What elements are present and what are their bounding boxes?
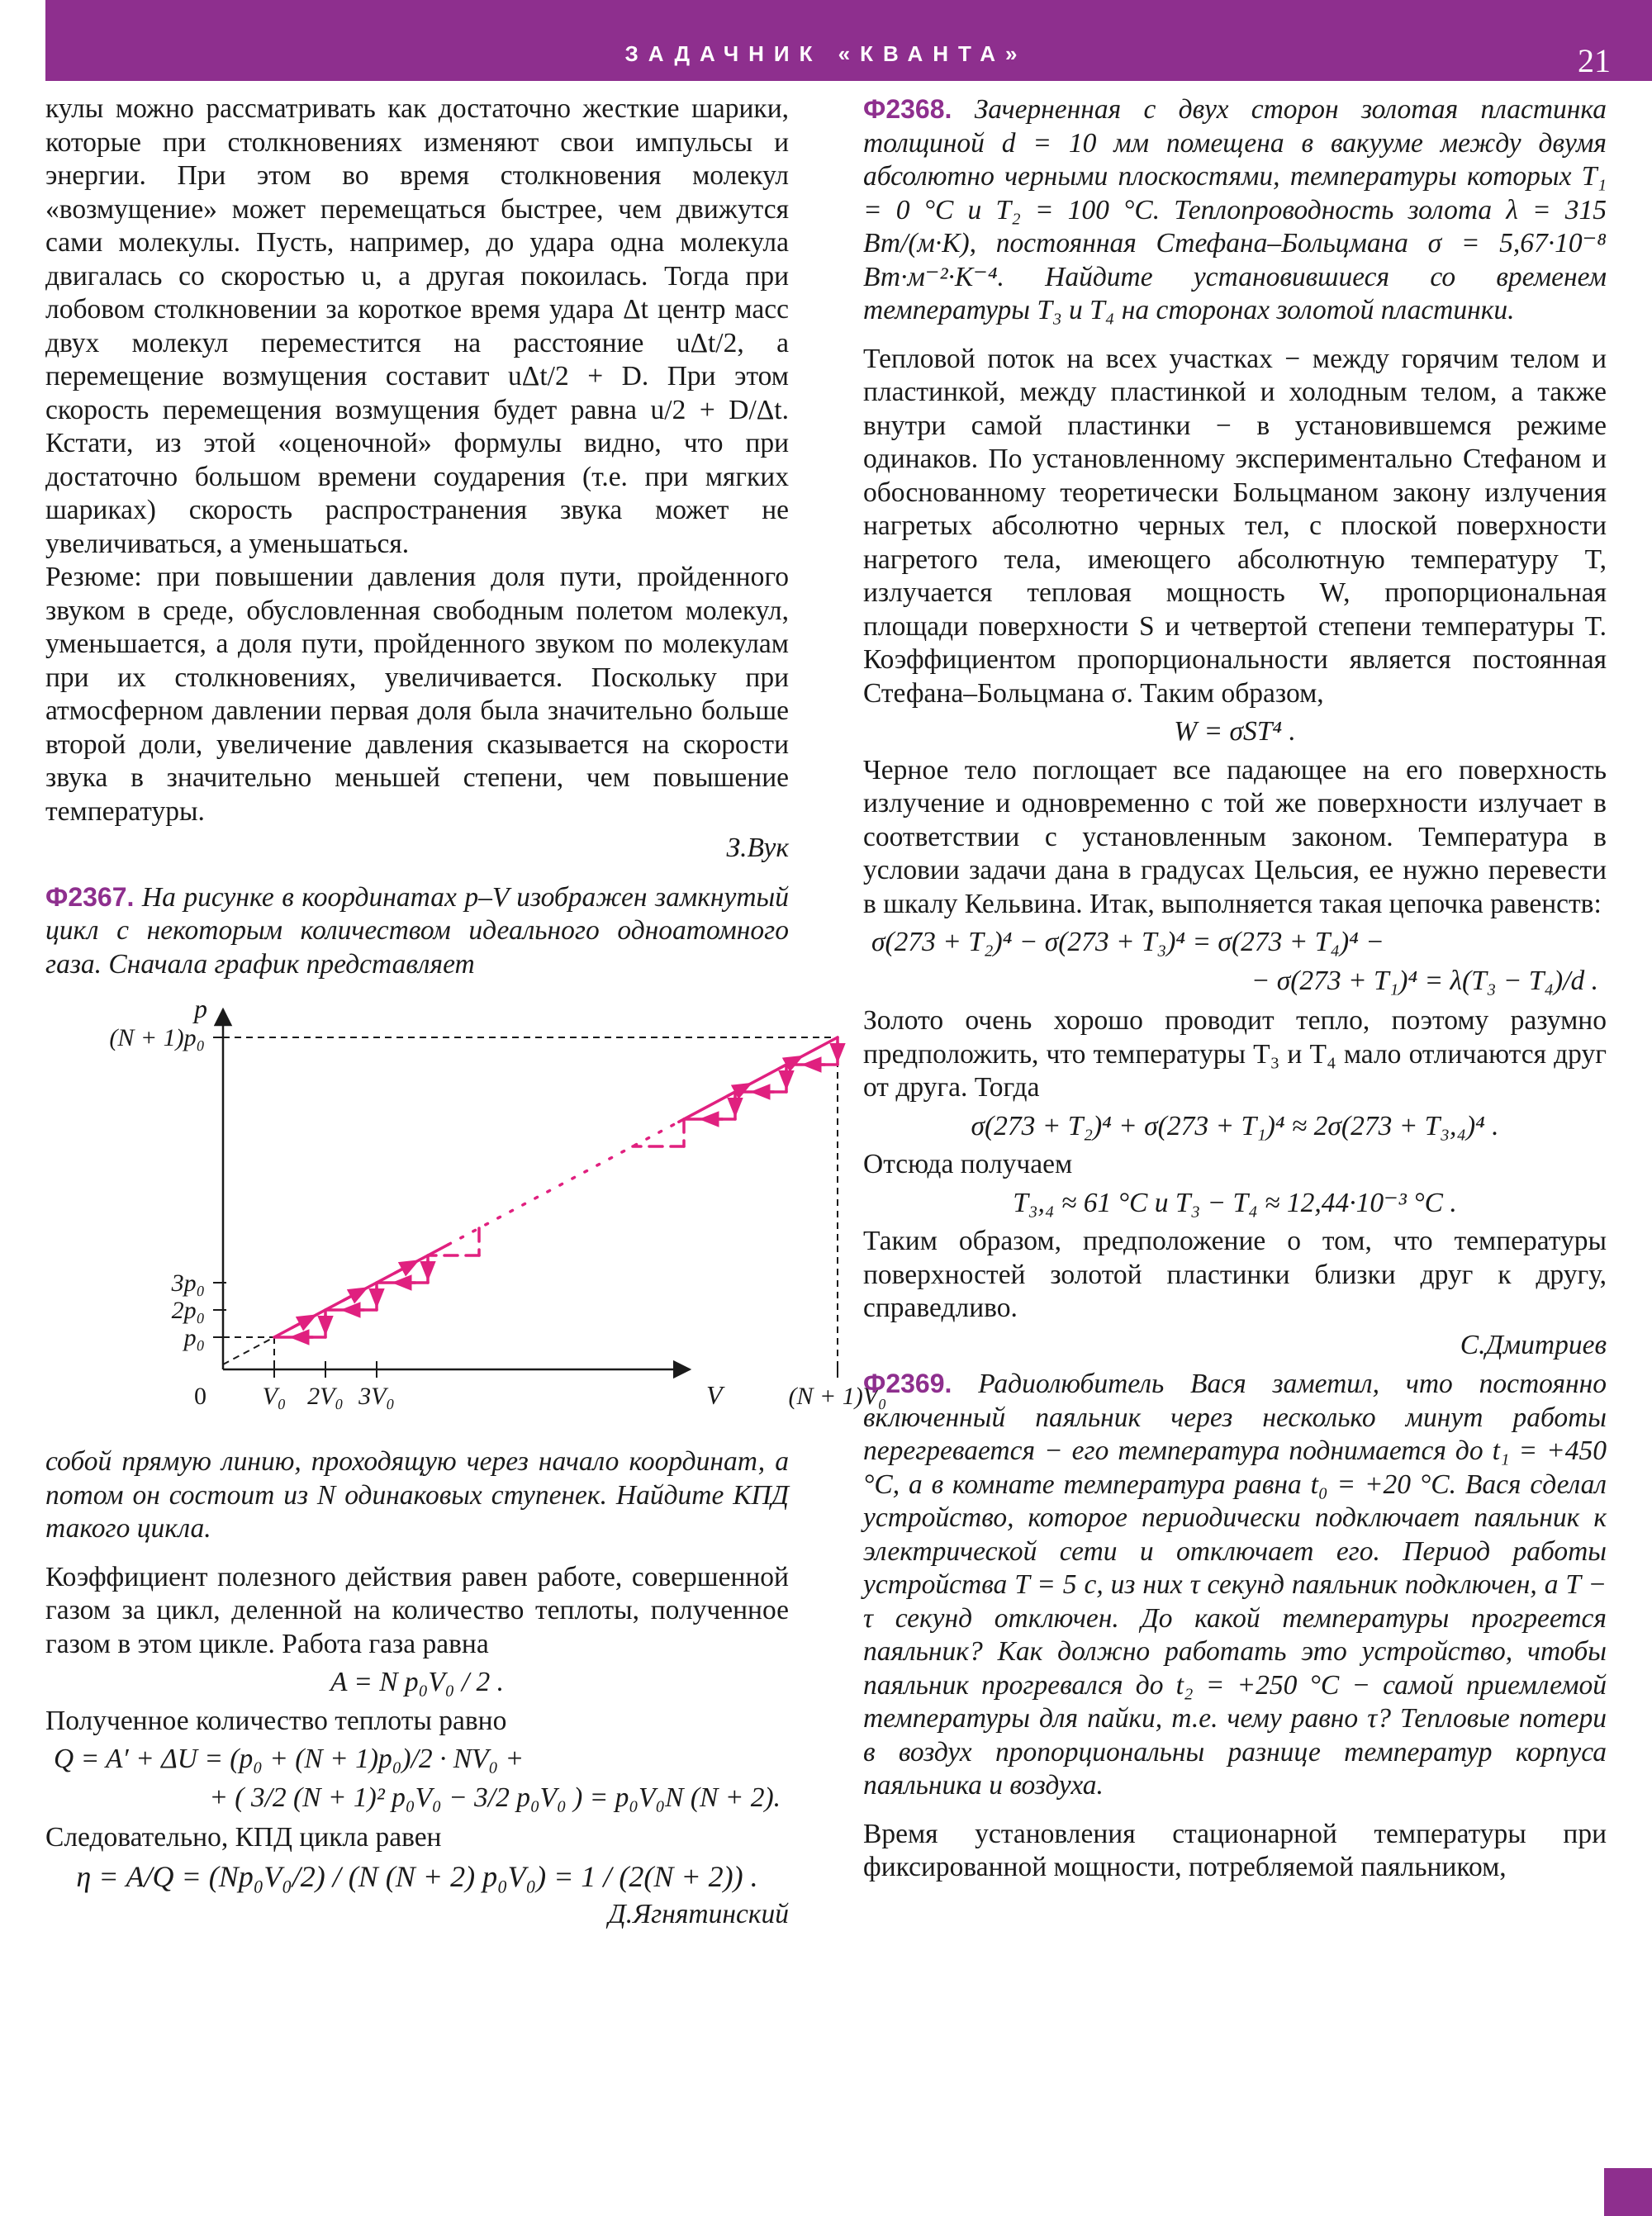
equation-work: A = N p₀V₀ / 2 .	[330, 1667, 504, 1697]
problem-2367-solution-3: Следовательно, КПД цикла равен	[45, 1822, 442, 1853]
x-tick-label: (N + 1)V₀	[788, 1383, 887, 1410]
page-number: 21	[1578, 42, 1611, 79]
problem-2368-solution-5: Таким образом, предположение о том, что температуры поверхностей золотой пластинки близки друг к другу, справедливо.	[863, 1226, 1607, 1323]
origin-label: 0	[194, 1383, 206, 1410]
cycle-line-ellipsis	[449, 1122, 679, 1245]
intro-paragraph-1: кулы можно рассматривать как достаточно жесткие шарики, которые при столкновениях изменяют свои импульсы и энергии. При этом во время столкновения молекул «возмущение» может перемещаться быстрее, чем движутся сами молекулы. Пусть, например, до удара одна молекула двигалась со скоростью u, а другая покоилась. Тогда при лобовом столкновении за короткое время удара Δt центр масс двух молекул переместится на расстояние uΔt/2, а перемещение возмущения составит uΔt/2 + D. При этом скорость перемещения возмущения будет равна u/2 + D/Δt. Кстати, из этой «оценочной» формулы видно, что при достаточно большом времени соударения (т.е. при мягких шариках) скорость распространения звука может не увеличиваться, а уменьшаться.	[45, 93, 789, 559]
problem-2367-solution-1: Коэффициент полезного действия равен работе, совершенной газом за цикл, деленной на количество теплоты, полученное газом в этом цикле. Работа газа равна	[45, 1561, 789, 1659]
problem-2367-author: Д.Ягнятинский	[608, 1899, 789, 1929]
y-tick-label: 2p₀	[171, 1297, 205, 1324]
x-tick-label: 2V₀	[307, 1383, 344, 1410]
x-tick-label: V₀	[262, 1383, 287, 1410]
chart-plot	[223, 1037, 838, 1364]
problem-2367-number: Ф2367.	[45, 881, 135, 912]
intro-paragraph-2: Резюме: при повышении давления доля пути, пройденного звуком в среде, обусловленная свободным полетом молекул, уменьшается, а доля пути, пройденного звуком по молекулам при их столкновениях, увеличивается. Поскольку при атмосферном давлении первая доля была значительно больше второй доли, увеличение давления сказывается на скорости звука в значительно меньшей степени, чем повышение температуры.	[45, 562, 789, 827]
x-axis-label: V	[706, 1380, 723, 1410]
problem-2369-number: Ф2369.	[863, 1369, 952, 1398]
page-header	[45, 0, 1652, 81]
chart-labels	[109, 994, 886, 1410]
problem-2368-author: С.Дмитриев	[1460, 1329, 1607, 1360]
pv-cycle-chart	[45, 993, 887, 1431]
y-tick-label: p₀	[183, 1324, 205, 1351]
author-signature: З.Вук	[726, 833, 789, 863]
problem-2369-statement	[863, 1367, 1607, 1803]
chart-axes	[213, 1009, 838, 1378]
problem-2368-solution-1: Тепловой поток на всех участках − между горячим телом и пластинкой, между пластинкой и холодным телом, а также внутри самой пластинки − в установившемся режиме одинаков. По установленному экспериментально Стефаном и обоснованному теоретически Больцманом закону излучения нагретых абсолютно черных тел, с плоской поверхности нагретого тела, имеющего абсолютную температуру T, излучается тепловая мощность W, пропорциональная площади поверхности S и четвертой степени температуры T. Коэффициентом пропорциональности является постоянная Стефана–Больцмана σ. Таким образом,	[863, 343, 1607, 709]
journal-section-title: ЗАДАЧНИК «КВАНТА»	[624, 41, 1028, 66]
problem-2368-solution-3: Золото очень хорошо проводит тепло, поэтому разумно предположить, что температуры T₃ и T₄ мало отличаются друг от друга. Тогда	[863, 1005, 1607, 1103]
y-tick-label: (N + 1)p₀	[109, 1024, 205, 1051]
equation-approximation: σ(273 + T₂)⁴ + σ(273 + T₁)⁴ ≈ 2σ(273 + T₃,₄)⁴ .	[971, 1110, 1499, 1141]
problem-2367-solution-2: Полученное количество теплоты равно	[45, 1705, 507, 1736]
cycle-line-upper	[679, 1037, 838, 1122]
problem-2369-text: Радиолюбитель Вася заметил, что постоянно включенный паяльник через несколько минут работы перегревается − его температура поднимается до t₁ = +450 °C, а в комнате температура равна t₀ = +20 °C. Вася сделал устройство, которое периодически подключает паяльник к электрической сети и отключает его. Период работы устройства T = 5 с, из них τ секунд паяльник подключен, а T − τ секунд отключен. До какой температуры прогреется паяльник? Как должно работать это устройство, чтобы паяльник прогревался до t₂ = +250 °C − самой приемлемой температуры для пайки, т.е. чему равно τ? Тепловые потери в воздух пропорциональны разнице температур корпуса паяльника и воздуха.	[863, 1369, 1607, 1801]
equation-heat-2: + ( 3/2 (N + 1)² p₀V₀ − 3/2 p₀V₀ ) = p₀V₀N (N + 2).	[209, 1782, 781, 1813]
problem-2368-solution-2: Черное тело поглощает все падающее на его поверхность излучение и одновременно с той же поверхности излучает в соответствии с установленным законом. Температура в условии задачи дана в градусах Цельсия, ее нужно перевести в шкалу Кельвина. Итак, выполняется такая цепочка равенств:	[863, 754, 1607, 919]
problem-2367-text-2: собой прямую линию, проходящую через начало координат, а потом он состоит из N одинаковых ступенек. Найдите КПД такого цикла.	[45, 1446, 789, 1544]
right-column	[863, 93, 1607, 1885]
problem-2368-statement	[863, 93, 1607, 328]
corner-marker	[1604, 2168, 1652, 2216]
equation-heat-1: Q = A′ + ΔU = (p₀ + (N + 1)p₀)/2 · NV₀ +	[54, 1744, 525, 1774]
line-through-origin	[223, 1337, 274, 1364]
line-arrow	[292, 1318, 311, 1328]
problem-2368-text: Зачерненная с двух сторон золотая пластинка толщиной d = 10 мм помещена в вакууме между двумя абсолютно черными плоскостями, температуры которых T₁ = 0 °C и T₂ = 100 °C. Теплопроводность золота λ = 315 Вт/(м·К), постоянная Стефана–Больцмана σ = 5,67·10⁻⁸ Вт·м⁻²·К⁻⁴. Найдите установившиеся со временем температуры T₃ и T₄ на сторонах золотой пластинки.	[863, 94, 1607, 325]
problem-2368-number: Ф2368.	[863, 94, 952, 124]
problem-2369-solution-1: Время установления стационарной температуры при фиксированной мощности, потребляемой паяльником,	[863, 1818, 1607, 1882]
equation-chain-2: − σ(273 + T₁)⁴ = λ(T₃ − T₄)/d .	[1251, 965, 1598, 996]
problem-2367-text-1: На рисунке в координатах p–V изображен замкнутый цикл с некоторым количеством идеального одноатомного газа. Сначала график представляет	[45, 881, 789, 980]
equation-chain-1: σ(273 + T₂)⁴ − σ(273 + T₃)⁴ = σ(273 + T₄)⁴ −	[871, 927, 1384, 957]
left-column	[45, 93, 887, 1937]
problem-2368-solution-4: Отсюда получаем	[863, 1149, 1073, 1179]
equation-stefan-boltzmann: W = σST⁴ .	[1174, 716, 1296, 747]
equation-efficiency: η = A/Q = (Np₀V₀/2) / (N (N + 2) p₀V₀) = 1 / (2(N + 2)) .	[76, 1859, 758, 1893]
line-arrow	[344, 1291, 362, 1301]
y-axis-label: p	[194, 994, 207, 1023]
equation-result: T₃,₄ ≈ 61 °C и T₃ − T₄ ≈ 12,44·10⁻³ °C .	[1013, 1187, 1457, 1218]
problem-2367-statement	[45, 880, 789, 982]
x-tick-label: 3V₀	[358, 1383, 395, 1410]
y-tick-label: 3p₀	[171, 1269, 205, 1297]
line-arrow	[395, 1264, 413, 1274]
